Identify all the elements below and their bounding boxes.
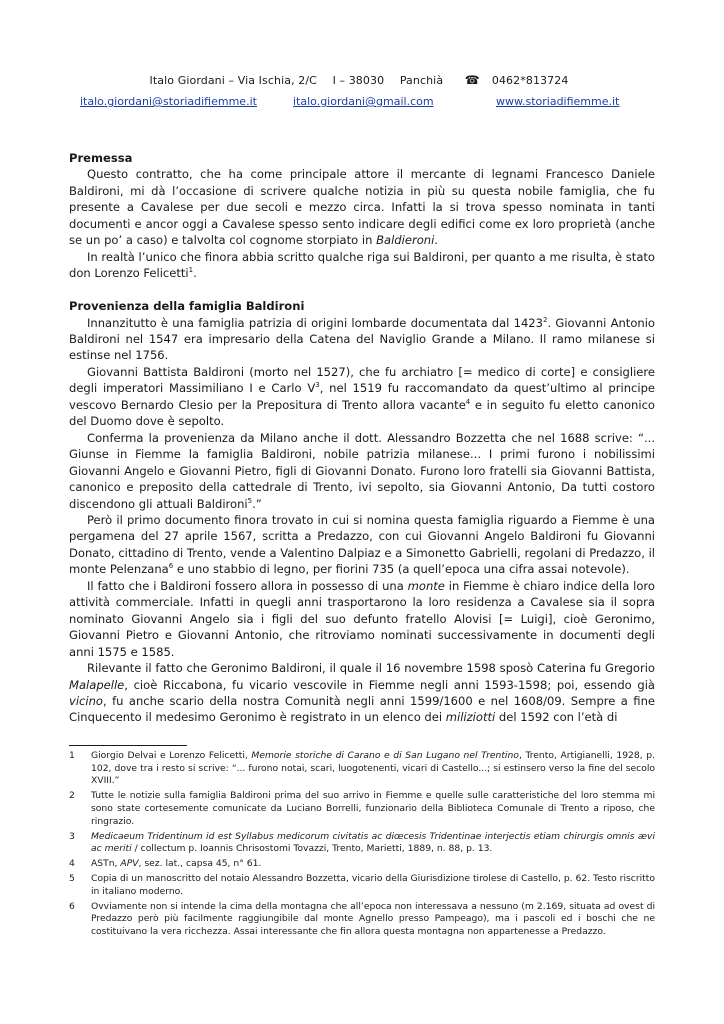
phone-number [459, 73, 575, 87]
author-address: Italo Giordani – Via Ischia, 2/C [149, 74, 317, 87]
paragraph: In realtà l’unico che finora abbia scritto qualche riga sui Baldironi, per quanto a me risulta, è stato don Lorenzo Felicetti$^1$. [69, 249, 655, 281]
footnote-5: 5 Copia di un manoscritto del notaio Alessandro Bozzetta, vicario della Giurisdizione tirolese di Castello, p. 62. Testo riscritto in italiano moderno. [69, 873, 655, 897]
footnote-number: 6 [69, 900, 75, 912]
footnote-ref[interactable]: 2 [543, 315, 548, 324]
telephone-icon: ☎ [464, 73, 480, 87]
section-title-premessa: Premessa [69, 151, 133, 165]
footnote-6: 6 Ovviamente non si intende la cima della montagna che all’epoca non interessava a nessuno (m 2.169, situata ad ovest di Predazzo però più facilmente raggiungibile dal monte Agnello presso Pampeago), ma i pascoli ed i boschi che ne costituivano la vera ricchezza. Assai interessante che fin allora questa montagna non appartenesse a Predazzo. [69, 900, 655, 938]
email-link-storiadifiemme[interactable]: italo.giordani@storiadifiemme.it [80, 95, 257, 108]
footnote-4: 4 ASTn, APV, sez. lat., capsa 45, n° 61. [69, 858, 262, 870]
footnote-number: 1 [69, 750, 75, 761]
footnote-ref[interactable]: 1 [188, 266, 194, 275]
footnote-number: 5 [69, 873, 75, 885]
footnotes [69, 750, 655, 941]
paragraph: Conferma la provenienza da Milano anche il dott. Alessandro Bozzetta che nel 1688 scrive: “... Giunse in Fiemme la famiglia Baldironi, nobile patrizia milanese... I primi furono i nobilissimi Giovanni Angelo e Giovanni Pietro, figli di Giovanni Donato. Furono loro fratelli sia Giovanni Battista, canonico e preposito della cattedrale di Trento, ivi sepolto, sia Giovanni Antonio, Da tutti costoro discendono gli attuali Baldironi$^5$.” [69, 430, 655, 511]
paragraph: Questo contratto, che ha come principale attore il mercante di legnami Francesco Daniele Baldironi, mi dà l’occasione di scrivere qualche notizia in più su questa nobile famiglia, che fu presente a Cavalese per due secoli e mezzo circa. Infatti la si trova spesso nominata in tanti documenti e ancor oggi a Cavalese spesso sento indicare degli edifici come ex loro proprietà (anche se un po’ a caso) e talvolta col cognome storpiato in Baldieroni. [69, 167, 655, 248]
footnote-number: 4 [69, 858, 75, 870]
paragraph: Il fatto che i Baldironi fossero allora in possesso di una monte in Fiemme è chiaro indice della loro attività commerciale. Infatti in quegli anni trasportarono la loro residenza a Cavalese sia il sopra nominato Giovanni Angelo sia i figli del suo defunto fratello Alovisi [= Luigi], cioè Geronimo, Giovanni Pietro e Giovanni Antonio, che ritroviamo nominati successivamente in documenti degli anni 1575 e 1585. [69, 578, 655, 659]
paragraph: Rilevante il fatto che Geronimo Baldironi, il quale il 16 novembre 1598 sposò Caterina fu Gregorio Malapelle, cioè Riccabona, fu vicario vescovile in Fiemme negli anni 1593-1598; poi, essendo già vicino, fu anche scario della nostra Comunità negli anni 1599/1600 e nel 1608/09. Sempre a fine Cinquecento il medesimo Geronimo è registrato in un elenco dei miliziotti del 1592 con l’età di [69, 661, 655, 725]
website-link[interactable]: www.storiadifiemme.it [496, 95, 620, 108]
footnote-ref[interactable]: 4 [465, 398, 471, 406]
footnote-number: 2 [69, 790, 75, 802]
letterhead-address [0, 73, 724, 87]
footnote-1: 1 Giorgio Delvai e Lorenzo Felicetti, Memorie storiche di Carano e di San Lugano nel Trentino, Trento, Artigianelli, 1928, p. 102, dove tra i resto si scrive: “... furono notai, scari, luogotenenti, vicari di Castello...; si estinsero verso la fine del secolo XVIII.” [69, 750, 656, 787]
footnote-ref[interactable]: 5 [247, 496, 253, 505]
footnote-3: 3 Medicaeum Tridentinum id est Syllabus medicorum civitatis ac diœcesis Tridentinae interjectis etiam chirurgis omnis ævi ac meriti / collectum p. Ioannis Chrisostomi Tovazzi, Trento, Marietti, 1889, n. 88, p. 13. [69, 830, 655, 855]
paragraph: Innanzitutto è una famiglia patrizia di origini lombarde documentata dal 1423$^2$. Giovanni Antonio Baldironi nel 1547 era impresario della Catena del Naviglio Grande a Milano. Il ramo milanese si estinse nel 1756. [69, 315, 655, 363]
footnote-2: 2 Tutte le notizie sulla famiglia Baldironi prima del suo arrivo in Fiemme e quelle sulle caratteristiche del loro stemma mi sono state cortesemente comunicate da Luciano Borrelli, funzionario della Biblioteca Comunale di Trento a riposo, che ringrazio. [69, 790, 655, 827]
paragraph: Giovanni Battista Baldironi (morto nel 1527), che fu archiatro [= medico di corte] e consigliere degli imperatori Massimiliano I e Carlo $V^3$, nel 1519 fu raccomandato da quest’ultimo al principe vescovo Bernardo Clesio per la Prepositura di Trento allora vacante$^4$ e in seguito fu eletto canonico del Duomo dove è sepolto. [69, 364, 656, 429]
paragraph: Però il primo documento finora trovato in cui si nomina questa famiglia riguardo a Fiemme è una pergamena del 27 aprile 1567, scritta a Predazzo, con cui Giovanni Angelo Baldironi fu Giovanni Donato, cittadino di Trento, vende a Valentino Dalpiaz e a Simonetto Gabrielli, regolani di Predazzo, il monte Pelenzana$^6$ e uno stabbio di legno, per fiorini 735 (a quell’epoca una cifra assai notevole). [69, 513, 655, 577]
footnote-ref[interactable]: 3 [315, 381, 320, 390]
footnote-ref[interactable]: 6 [168, 562, 174, 571]
phone-value: 0462*813724 [491, 74, 569, 87]
footnote-divider [69, 745, 187, 746]
town: Panchià [399, 74, 444, 87]
section-title-provenienza: Provenienza della famiglia Baldironi [69, 299, 305, 314]
main-text [69, 150, 655, 726]
postal-code: I – 38030 [332, 74, 385, 87]
footnote-number: 3 [69, 830, 75, 842]
email-link-gmail[interactable]: italo.giordani@gmail.com [293, 95, 434, 108]
